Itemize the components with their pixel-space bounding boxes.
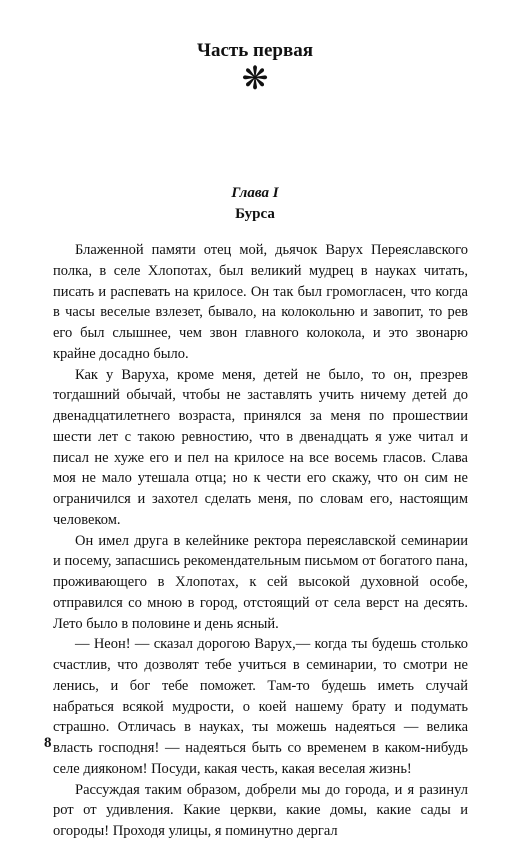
page-number: 8 [44, 735, 52, 751]
paragraph: Рассуждая таким образом, добрели мы до города, и я разинул рот от удивления. Какие церкви, какие домы, какие сады и огороды! Проходя улицы, я поминутно дергал [53, 781, 468, 839]
ornament-asterism: ❋ [241, 60, 269, 96]
paragraph: Как у Варуха, кроме меня, детей не было, то он, презрев тогдашний обычай, чтобы не заставлять учить ничему детей до двенадцатилетнего возраста, принялся за меня по прошествии шести лет с такою ревностию, что в двенадцать я уже читал и писал не хуже его и пел на крилосе на все восемь гласов. Слава моя не мало утешала отца; но к чести его скажу, что он сим не ограничился и захотел сделать меня, по словам его, настоящим человеком. [53, 366, 468, 528]
chapter-label: Глава I [231, 185, 279, 201]
body-text [53, 240, 468, 842]
part-title: Часть первая [197, 40, 313, 61]
paragraph: — Неон! — сказал дорогою Варух,— когда ты будешь столько счастлив, что дозволят тебе учиться в семинарии, то смотри не ленись, и бог тебе поможет. Там-то будешь иметь случай набраться всякой мудрости, о коей нашему брату и подумать страшно. Отличась в науках, ты можешь надеяться — велика власть господня! — надеяться быть со временем в каком-нибудь селе дияконом! Посуди, какая честь, какая веселая жизнь! [53, 636, 468, 777]
paragraph: Блаженной памяти отец мой, дьячок Варух Переяславского полка, в селе Хлопотах, был великий мудрец в науках читать, писать и распевать на крилосе. Он так был громогласен, что когда в часы веселые взлезет, бывало, на колокольню и завопит, то рев его был слышнее, чем звон главного колокола, и это звонарю крайне досадно было. [53, 242, 468, 362]
paragraph: Он имел друга в келейнике ректора переяславской семинарии и посему, запасшись рекомендательным письмом от богатого пана, проживающего в Хлопотах, к сей высокой духовной особе, отправился со мною в город, отстоящий от села верст на десять. Лето было в половине и день ясный. [53, 532, 468, 632]
chapter-title: Бурса [235, 206, 275, 222]
